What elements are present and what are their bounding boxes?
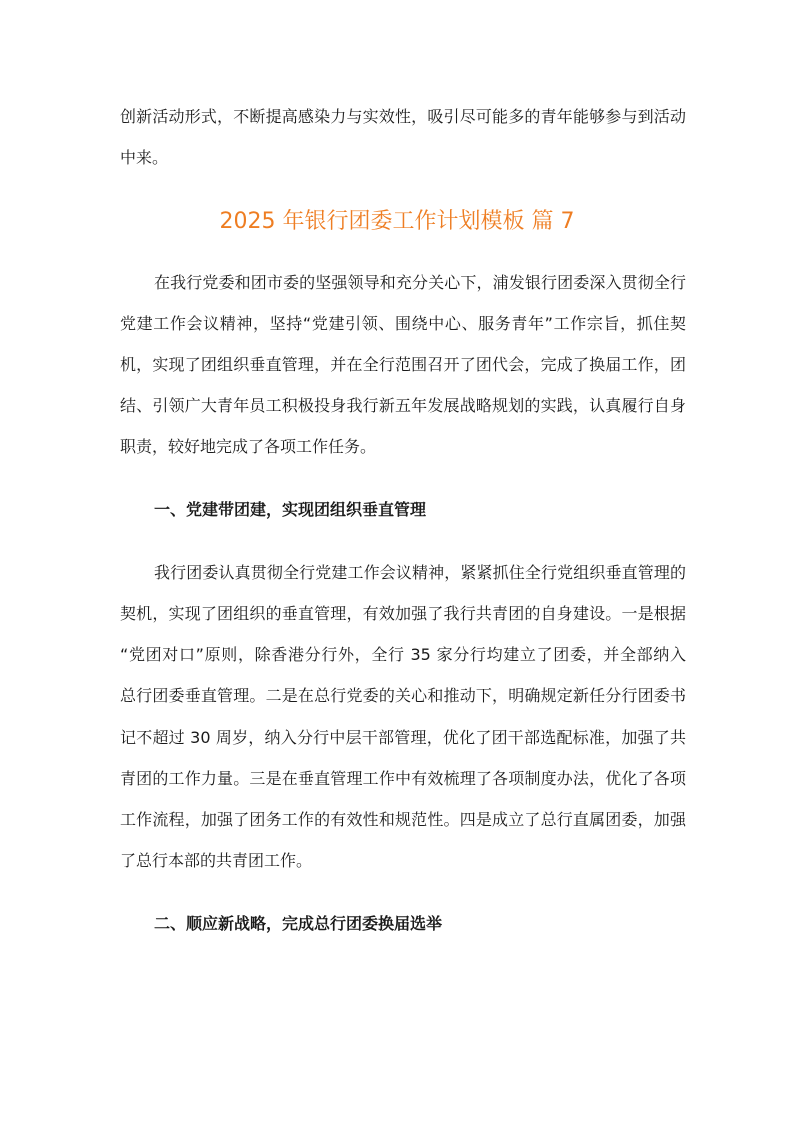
intro-line-2: 中来。 bbox=[120, 148, 169, 167]
paragraph2-line-7: 工作流程，加强了团务工作的有效性和规范性。四是成立了总行直属团委，加强 bbox=[120, 810, 686, 829]
section-heading-2: 二、顺应新战略，完成总行团委换届选举 bbox=[154, 914, 443, 933]
paragraph2-line-1: 我行团委认真贯彻全行党建工作会议精神，紧紧抓住全行党组织垂直管理的 bbox=[154, 563, 686, 582]
paragraph2-line-5: 记不超过 30 周岁，纳入分行中层干部管理，优化了团干部选配标准，加强了共 bbox=[120, 728, 686, 747]
paragraph1-line-4: 结、引领广大青年员工积极投身我行新五年发展战略规划的实践，认真履行自身 bbox=[120, 396, 686, 415]
paragraph1-line-1: 在我行党委和团市委的坚强领导和充分关心下，浦发银行团委深入贯彻全行 bbox=[154, 273, 686, 292]
paragraph2-line-6: 青团的工作力量。三是在垂直管理工作中有效梳理了各项制度办法，优化了各项 bbox=[120, 769, 686, 788]
paragraph2-line-8: 了总行本部的共青团工作。 bbox=[120, 851, 313, 870]
paragraph1-line-3: 机，实现了团组织垂直管理，并在全行范围召开了团代会，完成了换届工作，团 bbox=[120, 355, 686, 374]
section-heading-1: 一、党建带团建，实现团组织垂直管理 bbox=[154, 500, 427, 519]
intro-line-1: 创新活动形式，不断提高感染力与实效性，吸引尽可能多的青年能够参与到活动 bbox=[120, 107, 686, 126]
document-title: 2025 年银行团委工作计划模板 篇 7 bbox=[219, 209, 575, 234]
paragraph1-line-2: 党建工作会议精神，坚持“党建引领、围绕中心、服务青年”工作宗旨，抓住契 bbox=[120, 314, 686, 333]
paragraph2-line-2: 契机，实现了团组织的垂直管理，有效加强了我行共青团的自身建设。一是根据 bbox=[120, 604, 686, 623]
paragraph1-line-5: 职责，较好地完成了各项工作任务。 bbox=[120, 437, 377, 456]
paragraph2-line-4: 总行团委垂直管理。二是在总行党委的关心和推动下，明确规定新任分行团委书 bbox=[120, 686, 686, 705]
paragraph2-line-3: “党团对口”原则，除香港分行外，全行 35 家分行均建立了团委，并全部纳入 bbox=[120, 645, 686, 664]
